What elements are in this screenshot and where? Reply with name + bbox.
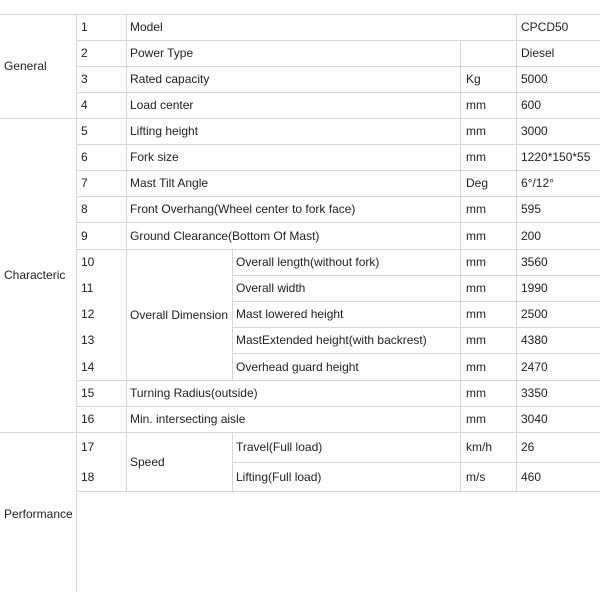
row-item: Overall width: [236, 281, 306, 295]
column-divider: [232, 249, 233, 380]
row-unit: mm: [466, 281, 486, 295]
column-divider: [460, 40, 461, 491]
section-performance: Performance: [4, 507, 73, 521]
row-divider: [0, 14, 600, 15]
row-number: 17: [81, 440, 95, 454]
row-value: 3350: [521, 386, 548, 400]
row-number: 3: [81, 72, 88, 86]
row-value: 2500: [521, 307, 548, 321]
row-number: 4: [81, 98, 88, 112]
row-value: Diesel: [521, 46, 555, 60]
row-item: Lifting(Full load): [236, 469, 322, 484]
row-value: 6°/12°: [521, 176, 554, 190]
row-value: 3040: [521, 412, 548, 426]
row-value: 600: [521, 98, 542, 112]
row-item: Power Type: [130, 46, 194, 60]
row-item: Overall length(without fork): [236, 255, 380, 269]
section-general: General: [4, 59, 47, 73]
column-divider: [126, 14, 127, 491]
row-value: 1990: [521, 281, 548, 295]
row-divider: [76, 406, 600, 407]
row-number: 8: [81, 202, 88, 216]
row-unit: mm: [466, 255, 486, 269]
group-speed: Speed: [130, 454, 165, 469]
row-item: Ground Clearance(Bottom Of Mast): [130, 228, 320, 243]
section-characteristic: Characteric: [4, 268, 66, 282]
row-divider: [76, 222, 600, 223]
row-divider: [0, 432, 600, 433]
row-divider: [76, 170, 600, 171]
row-value: 200: [521, 228, 542, 243]
row-number: 1: [81, 20, 88, 34]
row-unit: mm: [466, 412, 486, 426]
row-divider: [76, 380, 600, 381]
spec-table: [0, 14, 600, 592]
row-divider: [76, 196, 600, 197]
row-value: 1220*150*55: [521, 150, 591, 164]
row-value: 3000: [521, 124, 548, 138]
row-divider: [232, 327, 600, 328]
row-value: CPCD50: [521, 20, 569, 34]
column-divider: [516, 14, 517, 491]
row-value: 26: [521, 440, 535, 454]
row-number: 6: [81, 150, 88, 164]
row-number: 14: [81, 359, 95, 374]
row-unit: mm: [466, 359, 486, 374]
row-number: 5: [81, 124, 88, 138]
row-divider: [76, 66, 600, 67]
row-value: 595: [521, 202, 542, 216]
row-item: Turning Radius(outside): [130, 386, 258, 400]
row-number: 9: [81, 228, 88, 243]
row-divider: [232, 462, 600, 463]
row-divider: [76, 491, 600, 492]
row-unit: m/s: [466, 469, 486, 484]
row-item: Load center: [130, 98, 194, 112]
row-item: MastExtended height(with backrest): [236, 333, 427, 347]
row-unit: Kg: [466, 72, 481, 86]
row-number: 13: [81, 333, 95, 347]
group-overall-dimension: Overall Dimension: [130, 307, 229, 322]
row-item: Overhead guard height: [236, 359, 359, 374]
row-divider: [76, 249, 600, 250]
row-unit: Deg: [466, 176, 489, 190]
row-divider: [76, 40, 600, 41]
row-number: 2: [81, 46, 88, 60]
row-number: 11: [81, 281, 94, 295]
row-divider: [76, 92, 600, 93]
row-divider: [232, 301, 600, 302]
row-number: 7: [81, 176, 88, 190]
row-item: Mast lowered height: [236, 307, 344, 321]
column-divider: [76, 14, 77, 592]
row-unit: mm: [466, 386, 486, 400]
row-item: Front Overhang(Wheel center to fork face): [130, 202, 356, 216]
row-value: 2470: [521, 359, 548, 374]
row-value: 5000: [521, 72, 548, 86]
row-number: 18: [81, 469, 95, 484]
row-item: Travel(Full load): [236, 440, 323, 454]
row-number: 16: [81, 412, 95, 426]
row-divider: [76, 144, 600, 145]
row-item: Fork size: [130, 150, 179, 164]
row-divider: [232, 275, 600, 276]
row-item: Lifting height: [130, 124, 199, 138]
row-unit: mm: [466, 150, 486, 164]
row-value: 460: [521, 469, 542, 484]
row-divider: [0, 118, 600, 119]
row-unit: km/h: [466, 440, 493, 454]
row-number: 15: [81, 386, 95, 400]
row-unit: mm: [466, 202, 486, 216]
row-unit: mm: [466, 333, 486, 347]
row-divider: [232, 353, 600, 354]
row-item: Min. intersecting aisle: [130, 412, 246, 426]
row-unit: mm: [466, 307, 486, 321]
row-unit: mm: [466, 124, 486, 138]
row-unit: mm: [466, 228, 486, 243]
row-item: Mast Tilt Angle: [130, 176, 209, 190]
column-divider: [232, 432, 233, 491]
row-number: 10: [81, 255, 95, 269]
row-item: Rated capacity: [130, 72, 210, 86]
row-unit: mm: [466, 98, 486, 112]
row-value: 3560: [521, 255, 548, 269]
row-value: 4380: [521, 333, 548, 347]
row-item: Model: [130, 20, 163, 34]
row-number: 12: [81, 307, 95, 321]
